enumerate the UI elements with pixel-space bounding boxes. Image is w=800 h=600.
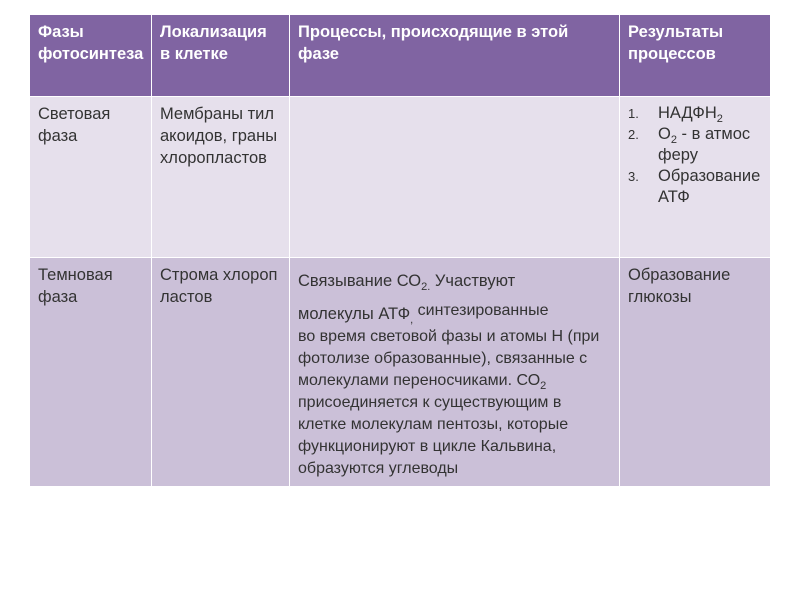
- header-location: Локализация в клетке: [152, 15, 290, 97]
- photosynthesis-table: [29, 14, 771, 487]
- result-text: $НАДФН_2$: [658, 104, 723, 125]
- header-row: [30, 15, 771, 97]
- dark-phase-location: Строма хлоропластов: [152, 258, 290, 487]
- result-number: 3.: [628, 169, 639, 184]
- result-item: [628, 166, 762, 208]
- dark-phase-row: [30, 258, 771, 487]
- light-phase-location: Мембраны тилакоидов, граны хлоропластов: [152, 97, 290, 258]
- process-text: во время световой фазы и атомы Н (при фотолизе образованные), связанные с молекулами переносчиками. $СО_2$ присоединяется к существующим в клетке молекулам пентозы, которые функционируют в цикле Кальвина, образуются углеводы: [298, 328, 600, 477]
- process-line: молекулы $АТФ_,$ синтезированные: [298, 302, 549, 326]
- light-phase-results: [620, 97, 771, 258]
- result-number: 1.: [628, 106, 639, 121]
- light-phase-row: [30, 97, 771, 258]
- light-phase-name: Световая фаза: [30, 97, 152, 258]
- process-line: Связывание $СО_{2.}$ Участвуют: [298, 272, 516, 293]
- results-list: [628, 103, 762, 208]
- header-phase: Фазы фотосинтеза: [30, 15, 152, 97]
- dark-phase-result: Образование глюкозы: [620, 258, 771, 487]
- header-results: Результаты процессов: [620, 15, 771, 97]
- header-processes: Процессы, происходящие в этой фазе: [290, 15, 620, 97]
- dark-phase-name: Темновая фаза: [30, 258, 152, 487]
- result-item: [628, 124, 762, 166]
- result-item: [628, 103, 762, 124]
- result-text: Образование АТФ: [658, 167, 761, 206]
- dark-phase-process: [290, 258, 620, 487]
- result-text: $О_2$ - в атмосферу: [658, 125, 751, 164]
- result-number: 2.: [628, 127, 639, 142]
- light-phase-process: [290, 97, 620, 258]
